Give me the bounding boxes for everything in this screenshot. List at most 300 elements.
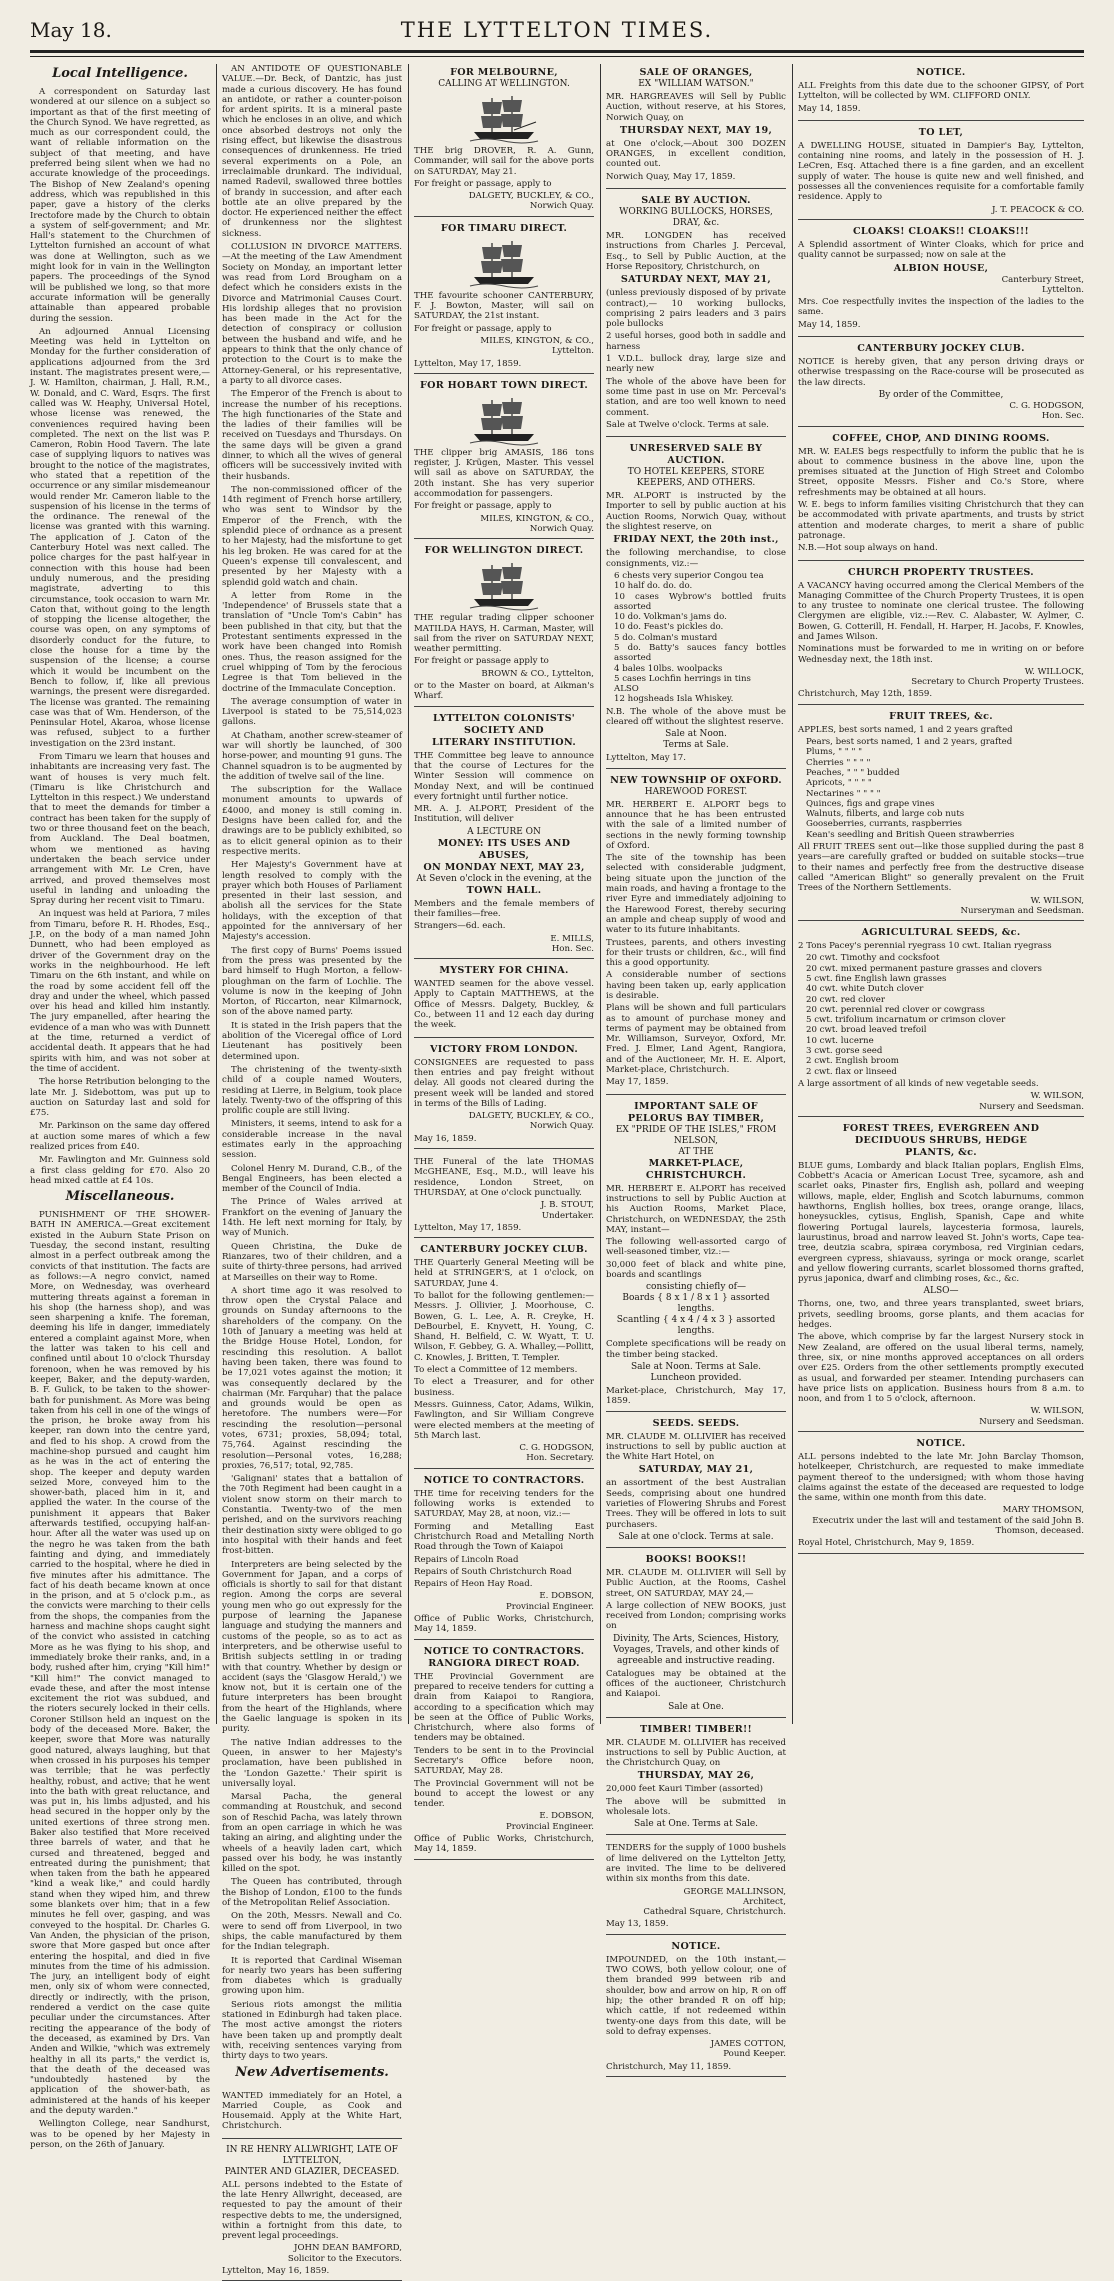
ad-body: 1 V.D.L. bullock dray, large size and nearly new [606,354,786,375]
ad-thomson-estate [798,1435,1084,1554]
ad-body: MR. HERBERT E. ALPORT has received instructions to sell by Public Auction at his Auction Rooms, Market Place, Christchurch, on WEDNESDAY, the 25th MAY, instant— [606,1183,786,1235]
list-item: 4 bales 10lbs. woolpacks [614,663,723,674]
ad-body: consisting chiefly of— [645,1282,747,1293]
masthead-rule [30,50,1084,53]
ad-heading: TIMBER! TIMBER!! [639,1723,753,1735]
news-paragraph: PUNISHMENT OF THE SHOWER-BATH IN AMERICA.—Great excitement existed in the Auburn State Prison on Tuesday, the second instant, resulting almost in a perfect outbreak among the convicts of that institution. The facts are as follows:—A negro convict, named More, on Wednesday, was overheard muttering threats against a foreman in his shop (the harness shop), and was seen sharpening a knife. The foreman, deeming his life in danger, immediately entered a complaint against More, when the latter was taken to his cell and confined until about 10 o'clock Thursday forenoon, when he was removed by his keeper, Baker, and the deputy-warden, B. F. Gulick, to be taken to the shower-bath for punishment. As More was being taken from his cell in one of the wings of the prison, he broke away from his keeper, ran down into the centre yard, and fled to his shop. A crowd from the machine-shop pursued and caught him as he was in the act of entering the shop. The keeper and deputy warden seized More, conveyed him to the shower-bath, placed him in it, and applied the water. In the course of the punishment it appears that Baker afterwards testified, occupying half-an-hour. After all the water was used up on the negro he was taken from the bath fainting and dying, and immediately carried to the hospital, where he died in five minutes after his admittance. The fact of his death became known at once in the prison, and at 5 o'clock p.m., as the convicts were marching to their cells from the shops, the companies from the harness and machine shops caught sight of the convict who assisted in catching More as he was flying to his shop, and immediately broke their ranks, and, in a body, rushed after him, crying "Kill him!" "Kill him!" The convict managed to evade these, and after the most intense excitement the riot was subdued, and the rioters securely locked in their cells. Coroner Stillson held an inquest on the body of the deceased More. Baker, the keeper, swore that More was naturally good natured, always laughing, but that when crossed in his purposes his temper was terrible; that he was perfectly healthy, robust, and active; that he went into the bath with great reluctance, and was put in, his limbs adjusted, and his head secured in the hopper only by the united exertions of three strong men. Baker also testified that More received three barrels of water, and that he cursed and threatened, begged and entreated during the punishment; that when taken from the bath he appeared "kind a weak like," and could hardly stand when they wiped him, and threw some blankets over him; that in a few minutes he fell over, gasping, and was conveyed to the hospital. Dr. Charles G. Van Anden, the physician of the prison, swore that More gasped but once after entering the hospital, and died in five minutes from the time of his admission. The jury, an intelligent body of eight men, only six of whom were connected, directly or indirectly, with the prison, rendered a verdict on the case quite peculiar under the circumstances. After reciting the appearance of the body of the deceased, as examined by Drs. Van Anden and Wilkie, "which was extremely healthy in all its parts," the verdict is, that the death of the deceased was "undoubtedly hastened by the application of the shower-bath, as administered at the hands of his keeper and the deputy warden." [30,1210,210,2116]
ad-body: For freight or passage, apply to [414,501,552,512]
news-paragraph: The average consumption of water in Liverpool is stated to be 75,514,023 gallons. [222,696,402,728]
ad-body: The whole of the above have been for some time past in use on Mr. Perceval's station, and are too well known to need comment. [606,376,786,418]
ad-china [414,962,594,1037]
ad-signature-title: Undertaker. [541,1210,594,1221]
ad-date: Lyttelton, May 17, 1859. [414,358,522,369]
ad-sale-date: SATURDAY, MAY 21, [638,1464,754,1476]
column-divider [216,64,217,1724]
ad-body: 20,000 feet Kauri Timber (assorted) [606,1784,764,1795]
list-item: 3 cwt. gorse seed [806,1046,883,1057]
ad-literary-institution [414,710,594,960]
ad-signature-title: Executrix under the last will and testament of the said John B. Thomson, deceased. [812,1515,1084,1537]
list-item: Peaches, " " " budded [806,767,900,778]
ad-subheading: MARKET-PLACE, CHRISTCHURCH. [645,1157,747,1181]
ad-subheading: HAREWOOD FOREST. [644,786,748,797]
list-item: Walnuts, filberts, and large cob nuts [806,809,965,820]
list-item: Kean's seedling and British Queen strawberries [806,829,1015,840]
ad-body: NOTICE is hereby given, that any person driving drays or otherwise trespassing on the Race-course will be prosecuted as the law directs. [798,357,1084,388]
ad-subheading: PELORUS BAY TIMBER, [627,1112,765,1124]
lecture-date: ON MONDAY NEXT, MAY 23, [423,861,585,873]
ad-signature-address: Norwich Quay. [529,1121,594,1132]
list-item: 5 do. Batty's sauces fancy bottles assorted [614,642,786,664]
ad-hobart [414,377,594,539]
news-paragraphs [222,64,402,2062]
masthead [30,18,1084,46]
news-paragraph: The native Indian addresses to the Queen, in answer to her Majesty's proclamation, have been published in the 'London Gazette.' Their spirit is universally loyal. [222,1737,402,1789]
ad-heading: SALE BY AUCTION. [641,195,751,207]
ad-dining-rooms [798,430,1084,561]
ad-heading: SEEDS. SEEDS. [652,1417,740,1429]
news-paragraph: A letter from Rome in the 'Independence' of Brussels state that a translation of "Uncle Tom's Cabin" has been published in that city, but that the Protestant sentiments expressed in the work have been changed into Romish ones. Thus, the reason assigned for the cruel whipping of Tom by the ferocious Legree is that Tom believed in the doctrine of the Immaculate Conception. [222,590,402,694]
merchandise-list [606,571,786,705]
ad-signature: MILES, KINGTON, & CO., [480,513,594,524]
ad-body: Luncheon provided. [650,1372,742,1383]
ad-heading: CLOAKS! CLOAKS!! CLOAKS!!! [852,225,1030,237]
column-shipping-ads [414,64,594,1855]
ad-date: May 14, 1859. [798,103,861,114]
ad-body: MR. ALPORT is instructed by the Importer to sell by public auction at his Auction Rooms, Norwich Quay, without the slightest reserve, on [606,491,786,533]
ad-body: Divinity, The Arts, Sciences, History, Voyages, Travels, and other kinds of agreeable and instructive reading. [612,1633,780,1666]
ad-body: N.B.—Hot soup always on hand. [798,543,938,554]
ad-body: THE regular trading clipper schooner MATILDA HAYS, H. Carman, Master, will sail from the river on SATURDAY NEXT, weather permitting. [414,613,594,655]
ad-body: at One o'clock,—About 300 DOZEN ORANGES, in excellent condition, counted out. [606,138,786,170]
ad-sale-date: THURSDAY NEXT, MAY 19, [619,124,773,136]
ad-signature: JAMES COTTON, [710,2039,786,2050]
ad-signature: W. WILSON, [1030,1091,1084,1102]
sailing-ship-icon [468,559,540,611]
ad-heading: FOR HOBART TOWN DIRECT. [420,379,588,391]
ad-signature-address: or to the Master on board, at Aikman's Wharf. [414,681,594,702]
ad-body: WANTED immediately for an Hotel, a Married Couple, as Cook and Housemaid. Apply at the White Hart, Christchurch. [222,2090,402,2132]
list-item: 2 cwt. flax or linseed [806,1066,897,1077]
ad-victory [414,1041,594,1149]
ad-lime-tenders [606,1838,786,1934]
ad-body: Repairs of Lincoln Road [414,1554,519,1565]
ad-signature: W. WILLOCK, [1024,666,1084,677]
ad-funeral [414,1152,594,1238]
news-paragraph: The first copy of Burns' Poems issued from the press was presented by the bard himself to Hugh Morton, a fellow-ploughman on the farm of Lochlie. The volume is now in the keeping of John Morton, of Riccarton, near Kilmarnock, son of the above named party. [222,945,402,1018]
list-item: 20 cwt. red clover [806,994,885,1005]
ad-signature-title: Provincial Engineer. [505,1601,594,1612]
ad-date: May 16, 1859. [414,1133,477,1144]
ad-heading: SALE OF ORANGES, [639,67,753,78]
ad-date: Lyttelton, May 16, 1859. [222,2266,330,2277]
news-paragraph: From Timaru we learn that houses and inhabitants are increasing very fast. The want of houses is very much felt. (Timaru is like Christchurch and Lyttelton in this respect.) We understand that to meet the demands for timber a contract has been taken for the supply of two or three thousand feet on the beach, from Auckland. The Deal boatmen, whom we mentioned as having undertaken the beach service under arrangement with Mr. Le Cren, have arrived, and proved themselves most useful in landing and unloading the Spray during her recent visit to Timaru. [30,752,210,907]
ad-body: Terms at Sale. [663,740,729,751]
ad-body: CONSIGNEES are requested to pass then entries and pay freight without delay. All goods not cleared during the present week will be landed and stored in terms of the Bills of Lading. [414,1057,594,1109]
list-item: 5 cwt. fine English lawn grasses [806,974,947,984]
ad-body: Sale at Noon. [665,729,727,740]
ad-jockey-club-notice [798,340,1084,426]
ad-signature: DALGETY, BUCKLEY, & CO., [468,1111,594,1122]
ad-body: W. E. begs to inform families visiting Christchurch that they can be accommodated with private apartments, and trusts by strict attention and moderate charges, to merit a share of public patronage. [798,500,1084,541]
ad-heading: LYTTELTON COLONISTS' SOCIETY AND [432,712,576,736]
ad-body: Trustees, parents, and others investing for their trusts or children, &c., will find this a good opportunity. [606,937,786,969]
ad-heading: VICTORY FROM LONDON. [429,1043,579,1055]
ad-body: MR. HARGREAVES will Sell by Public Auction, without reserve, at his Stores, Norwich Quay, on [606,92,786,123]
news-paragraph: The non-commissioned officer of the 14th regiment of French horse artillery, who was sent to Windsor by the Emperor of the French, with the splendid piece of ordnance as a present to her Majesty, had the misfortune to get his leg broken. He was cared for at the Queen's expense till convalescent, and presented by her Majesty with a splendid gold watch and chain. [222,484,402,588]
ad-heading: NOTICE. [916,1437,966,1449]
issue-date: May 18. [30,18,112,42]
ad-body: The following well-assorted cargo of well-seasoned timber, viz.:— [606,1237,786,1258]
ad-subheading: EX "PRIDE OF THE ISLES," FROM NELSON, [615,1124,777,1146]
ad-kauri-timber [606,1721,786,1836]
ad-date: May 14, 1859. [798,319,861,330]
ad-body: At Seven o'clock in the evening, at the [416,873,592,884]
ad-signature: MARY THOMSON, [1002,1505,1084,1516]
ad-body: MR. CLAUDE M. OLLIVIER has received instructions to sell by Public Auction, at the Christchurch Quay, on [606,1737,786,1769]
ad-heading: CANTERBURY JOCKEY CLUB. [420,1244,588,1256]
ad-body: N.B. The whole of the above must be cleared off without the slightest reserve. [606,706,786,728]
fruit-tree-list [798,737,1084,840]
list-item: 12 hogsheads Isla Whiskey. [614,694,734,705]
list-item: 20 cwt. mixed permanent pasture grasses and clovers [806,963,1042,974]
column-news-items [222,64,402,2277]
ad-body: ALSO— [923,1286,959,1297]
ad-body: WANTED seamen for the above vessel. Apply to Captain MATTHEWS, at the Office of Messrs. Dalgety, Buckley, & Co., between 11 and 12 each day during the week. [414,979,594,1031]
ad-store-name: ALBION HOUSE, [893,262,989,274]
column-auction-ads [606,64,786,2072]
ad-body: an assortment of the best Australian Seeds, comprising about one hundred varieties of Flowering Shrubs and Forest Trees. They will be offered in lots to suit purchasers. [606,1478,786,1530]
list-item: 5 cwt. trifolium incarnatum or crimson clover [806,1015,1006,1026]
ad-timaru [414,220,594,374]
ad-signature-title: Provincial Engineer. [505,1821,594,1832]
news-paragraph: It is reported that Cardinal Wiseman for nearly two years has been suffering from diabetes which is gradually growing upon him. [222,1955,402,1997]
ad-body: Complete specifications will be ready on the timber being stacked. [606,1339,786,1360]
ad-body: 2 Tons Pacey's perennial ryegrass 10 cwt. Italian ryegrass [798,941,1052,952]
ad-subheading: DECIDUOUS SHRUBS, HEDGE [854,1134,1028,1146]
ad-body: The above, which comprise by far the largest Nursery stock in New Zealand, are offered on the usual liberal terms, namely, three, six, or nine months approved acceptances on all orders over £25. Orders from the other settlements promptly executed as usual, and forwarded per steamer. Intending purchasers can have price lists on application. Business hours from 8 a.m. to noon, and from 1 to 5 o'clock, afternoon. [798,1332,1084,1405]
ad-body: Forming and Metalling East Christchurch Road and Metalling North Road through the Town of Kaiapoi [414,1521,594,1553]
ad-signature-title: Nursery and Seedsman. [979,1416,1084,1427]
ad-subheading: CALLING AT WELLINGTON. [438,79,570,89]
ad-body: 30,000 feet of black and white pine, boards and scantlings [606,1259,786,1281]
ad-gipsy-notice [798,64,1084,121]
ad-bullocks [606,192,786,437]
ad-date: Office of Public Works, Christchurch, May 14, 1859. [414,1614,594,1635]
ad-body: Repairs of Heon Hay Road. [414,1579,533,1590]
ad-body: THE Quarterly General Meeting will be held at STRINGER'S, at 1 o'clock, on SATURDAY, June 4. [414,1258,594,1289]
ad-date: Lyttelton, May 17. [606,753,686,764]
newspaper-title: THE LYTTELTON TIMES. [400,18,714,42]
ad-body: For freight or passage apply to [414,656,549,667]
ad-heading: TO LET, [918,126,964,138]
ad-body: ALL persons indebted to the Estate of the late Henry Allwright, deceased, are requested to pay the amount of their respective debts to me, the undersigned, within a fortnight from this date, to prevent legal proceedings. [222,2179,402,2242]
list-item: 20 cwt. perennial red clover or cowgrass [806,1004,985,1015]
ad-signature: BROWN & CO., Lyttelton, [481,668,594,679]
news-paragraph: A correspondent on Saturday last wondered at our silence on a subject so important as that of the first meeting of the Church Synod. We have regretted, as much as our correspondent could, the want of reliable information on the subject of that meeting, and have preferred being silent when we had no accurate knowledge of the proceedings. The Bishop of New Zealand's opening address, which was republished in this paper, gave a history of the clerks Irectofore made by the Church to obtain a system of self-government; and Mr. Hall's statement to the Churchmen of Lyttelton furnished an account of what was done at Wellington, such as we might look for in vain in the Wellington papers. The proceedings of the Synod will be published we long, so that more accurate information will be generally attainable than appeared probable during the session. [30,87,210,324]
ad-cloaks [798,223,1084,337]
ad-signature: DALGETY, BUCKLEY, & CO., [468,191,594,202]
list-item: 10 do. Volkman's jams do. [614,612,727,623]
news-paragraph: Interpreters are being selected by the Government for Japan, and a corps of officials is shortly to sail for that distant region. Among the corps are several young men who go out expressly for the purpose of learning the Japanese language and studying the manners and customs of the people, so as to act as interpreters, and be otherwise useful to British subjects settling in or trading with that country. Whether by design or accident (says the 'Glasgow Herald,') we know not, but it is certain one of the future interpreters has been brought from the heart of the Highlands, where the Gaelic language is spoken in its purity. [222,1559,402,1735]
ad-heading: NOTICE TO CONTRACTORS. [423,1474,585,1486]
news-paragraph: Mr. Parkinson on the same day offered at auction some mares of which a few realized prices from £40. [30,1121,210,1152]
ad-signature: W. WILSON, [1030,1406,1084,1417]
news-paragraph: The Queen has contributed, through the Bishop of London, £100 to the funds of the Metropolitan Relief Association. [222,1877,402,1909]
ad-heading: COFFEE, CHOP, AND DINING ROOMS. [832,432,1050,444]
list-item: Apricots, " " " " [806,778,872,789]
ad-heading: FOR WELLINGTON DIRECT. [424,545,584,557]
list-item: 6 chests very superior Congou tea [614,570,764,581]
ad-melbourne [414,64,594,217]
ad-body: The above will be submitted in wholesale lots. [606,1796,786,1818]
ad-body: Sale at Noon. Terms at Sale. [630,1361,762,1372]
ad-sale-date: THURSDAY, MAY 26, [637,1770,755,1782]
ad-heading: FOREST TREES, EVERGREEN AND [842,1122,1040,1134]
ad-body: THE time for receiving tenders for the following works is extended to SATURDAY, May 28, at noon, viz.:— [414,1488,594,1520]
ad-signature: J. T. PEACOCK & CO. [991,204,1084,215]
ad-signature: JOHN DEAN BAMFORD, [294,2243,402,2254]
ad-body: Strangers—6d. each. [414,921,506,932]
list-item: 10 cases Wybrow's bottled fruits assorted [614,591,786,612]
ad-signature: E. DOBSON, [539,1591,594,1602]
list-item: 20 cwt. broad leaved trefoil [806,1025,927,1036]
ad-signature: E. DOBSON, [539,1811,594,1822]
ad-subheading: PLANTS, &c. [905,1146,977,1158]
ad-oxford-township [606,772,786,1095]
ad-body: ALL Freights from this date due to the schooner GIPSY, of Port Lyttelton, will be collected by WM. CLIFFORD ONLY. [798,81,1084,102]
ad-signature: J. B. STOUT, [540,1200,594,1211]
sailing-ship-icon [468,394,540,446]
ad-body: MR. LONGDEN has received instructions from Charles J. Perceval, Esq., to Sell by Public Auction, at the Horse Repository, Christchurch, on [606,231,786,272]
seed-list [798,953,1084,1077]
list-item: 10 half do. do. do. [614,581,693,592]
ad-body: TENDERS for the supply of 1000 bushels of lime delivered on the Lyttelton Jetty, are invited. The lime to be delivered within six months from this date. [606,1843,786,1885]
ad-body: By order of the Committee, [878,389,1004,400]
ad-body: The site of the township has been selected with considerable judgment, being situate upon the junction of the main roads, and having a frontage to the river Eyre and immediately adjoining to the Harewood Forest, thereby securing an ample and cheap supply of wood and water to its future inhabitants. [606,853,786,936]
ad-signature-title: Nursery and Seedsman. [979,1101,1084,1112]
ad-date: May 13, 1859. [606,1919,669,1930]
ad-wellington [414,542,594,706]
ad-heading: MYSTERY FOR CHINA. [439,965,569,977]
ad-heading: IMPORTANT SALE OF [634,1100,758,1112]
ad-heading: NOTICE. [916,67,966,78]
ad-body: For freight or passage, apply to [414,178,552,189]
ad-date: Office of Public Works, Christchurch, May 14, 1859. [414,1834,594,1855]
ad-signature: MILES, KINGTON, & CO., [480,335,594,346]
ad-oranges [606,64,786,189]
ad-body: All FRUIT TREES sent out—like those supplied during the past 8 years—are carefully grafted or budded on suitable stocks—true to their names and perfectly free from the destructive disease called "American Blight" so generally prevalent on the Fruit Trees of the Northern Settlements. [798,842,1084,894]
news-paragraph: Queen Christina, the Duke de Rianzares, two of their children, and a suite of thirty-three persons, had arrived at Marseilles on their way to Rome. [222,1241,402,1283]
ad-seeds [606,1415,786,1548]
news-paragraph: Her Majesty's Government have at length resolved to comply with the prayer which both Houses of Parliament presented in their last session, and abolish all the services for the State holidays, with the exception of that appointed for the anniversary of her Majesty's accession. [222,860,402,943]
ad-body: Tenders to be sent in to the Provincial Secretary's Office before noon, SATURDAY, May 28. [414,1745,594,1777]
ad-heading: IN RE HENRY ALLWRIGHT, LATE OF LYTTELTON, [226,2144,398,2166]
news-paragraph: The christening of the twenty-sixth child of a couple named Wouters, residing at Lierre, in Belgium, took place lately. Twenty-two of the offspring of this prolific couple are still living. [222,1064,402,1117]
section-heading-new-advertisements: New Advertisements. [235,2064,389,2080]
list-item: Pears, best sorts named, 1 and 2 years, grafted [806,737,1013,748]
ad-body: Catalogues may be obtained at the offices of the auctioneer, Christchurch and Kaiapoi. [606,1668,786,1700]
ad-pelorus-timber [606,1098,786,1412]
ad-contractors [414,1472,594,1640]
ad-body: BLUE gums, Lombardy and black Italian poplars, English Elms, Cobbett's Acacia or American Locust Tree, sycamore, ash and scarlet oaks, Pinaster firs, English ash, pollard and weeping willows, maple, elder, English and Scotch laburnums, common hawthorns, English hollies, box trees, orange orange, lilacs, honeysuckles, cytisus, English, Spanish, Cape and white flowering Portugal laurels, laycesteria formosa, laurels, laurustinus, broad and narrow leaved St. John's worts, Cape tea-tree, deutzia scabra, spiræa corymbosa, red Virginian cedars, evergreen cypress, shiavauss, syringa or mock orange, scarlet and yellow flowering currants, scarlet blossomed thorns grafted, pyrus japonica, dwarf and climbing roses, &c., &c. [798,1160,1084,1285]
ad-fruit-trees [798,708,1084,921]
ad-date: Royal Hotel, Christchurch, May 9, 1859. [798,1538,975,1549]
list-item: 40 cwt. white Dutch clover [806,984,924,995]
column-divider [408,64,409,1724]
ad-signature-address: Norwich Quay. [529,201,594,212]
ad-body: MR. HERBERT E. ALPORT begs to announce that he has been entrusted with the sale of a limited number of sections in the newly forming township of Oxford. [606,799,786,851]
ad-body: APPLES, best sorts named, 1 and 2 years grafted [798,724,1013,735]
ad-church-trustees [798,564,1084,705]
lecture-venue: TOWN HALL. [466,884,542,896]
ad-heading: FRUIT TREES, &c. [889,710,993,722]
ad-sale-date: SATURDAY NEXT, MAY 21, [620,274,772,286]
ad-signature-title: Solicitor to the Executors. [287,2253,402,2264]
sailing-ship-icon [468,92,540,144]
ad-body: THE Committee beg leave to announce that the course of Lectures for the Winter Session will commence on Monday Next, and will be continued every fortnight until further notice. [414,750,594,802]
ad-body: Plans will be shown and full particulars as to amount of purchase money and terms of payment may be obtained from Mr. Williamson, Surveyor, Oxford, Mr. Fred. J. Elmer, Land Agent, Rangiora, and of the Auctioneer, Mr. H. E. Alport, Market-place, Christchurch. [606,1003,786,1076]
sailing-ship-icon [468,237,540,289]
ad-body: THE brig DROVER, R. A. Gunn, Commander, will sail for the above ports on SATURDAY, May 21. [414,146,594,177]
ad-subheading: RANGIORA DIRECT ROAD. [428,1657,580,1669]
section-heading-local: Local Intelligence. [52,66,188,81]
ad-body: Repairs of South Christchurch Road [414,1566,572,1577]
ad-date: Christchurch, May 11, 1859. [606,2061,732,2072]
news-paragraph: 'Galignani' states that a battalion of the 70th Regiment had been caught in a violent snow storm on their march to Constantia. Twenty-two of the men perished, and on the survivors reaching their destination sixty were obliged to go into hospital with their hands and feet frost-bitten. [222,1474,402,1557]
ad-sale-date: FRIDAY NEXT, the 20th inst., [613,534,779,546]
ad-body: (unless previously disposed of by private contract),— 10 working bullocks, comprising 2 pairs leaders and 3 pairs pole bullocks [606,288,786,330]
list-item: Plums, " " " " [806,747,863,758]
list-item: Gooseberries, currants, raspberries [806,819,962,830]
list-item: 5 cases Lochfin herrings in tins [614,673,751,684]
ad-contractors-rangiora [414,1643,594,1860]
ad-date: Norwich Quay, May 17, 1859. [606,171,736,182]
ad-signature: C. G. HODGSON, [1009,400,1084,411]
ad-signature: C. G. HODGSON, [519,1443,594,1454]
timber-boards: Boards { 8 x 1 / 8 x 1 } assorted lengths. [622,1293,770,1315]
ad-body: MR. CLAUDE M. OLLIVIER will Sell by Public Auction, at the Rooms, Cashel street, ON SATURDAY, MAY 24,— [606,1567,786,1599]
ad-body: Messrs. Guinness, Cator, Adams, Wilkin, Fawlington, and Sir William Congreve were elected members at the meeting of 5th March last. [414,1399,594,1441]
news-paragraph: An adjourned Annual Licensing Meeting was held in Lyttelton on Monday for the further consideration of applications adjourned from the 3rd instant. The magistrates present were,—J. W. Hamilton, chairman, J. Hall, R.M., W. Donald, and C. Ward, Esqrs. The first called was W. Heaphy, Universal Hotel, whose license was renewed, the conveniences required having been completed. The next on the list was P. Cameron, Robin Hood Tavern. The late case of supplying liquors to natives was brought to the notice of the magistrates, who stated that a repetition of the occurrence or any similar misdemeanour would render Mr. Cameron liable to the suspension of his license in the terms of the ordinance. The renewal of the license was granted with this warning. The application of J. Caton of the Canterbury Hotel was next called. The police charges for the past half-year in connection with this house had been unduly numerous, and the presiding magistrate, adverting to this circumstance, took occasion to warn Mr. Caton that, without going to the length of stopping the license altogether, the course was open, on any symptoms of disorderly conduct for the future, to close the house for a time by the suspension of the license; a course which it would be incumbent on the Bench to follow, if, like all previous warnings, the present were disregarded. The license was granted. The remaining case was that of Wm. Henderson, of the Peninsular Hotel, Akaroa, whose license was refused, subject to a further investigation on the 23rd instant. [30,326,210,749]
ad-body: MR. CLAUDE M. OLLIVIER has received instructions to sell by public auction at the White Hart Hotel, on [606,1431,786,1463]
ad-body: MR. W. EALES begs respectfully to inform the public that he is about to commence business in the above line, upon the premises situated at the Junction of High Street and Colombo Street, opposite Messrs. Fisher and Co.'s Store, where refreshments may be obtained at all hours. [798,446,1084,498]
ad-heading: CANTERBURY JOCKEY CLUB. [857,343,1025,355]
ad-signature-address: Lyttelton. [1041,284,1084,295]
ad-house-to-let [798,124,1084,220]
list-item: 10 cwt. lucerne [806,1035,874,1046]
news-paragraph: It is stated in the Irish papers that the abolition of the Viceregal office of Lord Lieutenant has positively been determined upon. [222,1020,402,1062]
ad-subheading: WORKING BULLOCKS, HORSES, DRAY, &c. [619,207,773,229]
ad-signature: W. WILSON, [1030,895,1084,906]
ad-body: A large collection of NEW BOOKS, just received from London; comprising works on [606,1600,786,1632]
ad-date: Market-place, Christchurch, May 17, 1859. [606,1385,786,1407]
news-paragraph: The horse Retribution belonging to the late Mr. J. Sidebottom, was put up to auction on Saturday last and sold for £75. [30,1077,210,1119]
column-local-intelligence [30,64,210,2150]
lecture-subject: MONEY: ITS USES AND ABUSES, [437,837,571,861]
news-paragraph: Wellington College, near Sandhurst, was to be opened by her Majesty in person, on the 26th of January. [30,2119,210,2150]
ad-body: Sale at Twelve o'clock. Terms at sale. [606,419,769,430]
column-notices [798,64,1084,1724]
list-item: 10 do. Feast's pickles do. [614,622,724,633]
ad-body: For freight or passage, apply to [414,323,552,334]
ad-signature-title: Pound Keeper. [723,2049,786,2060]
ad-body: The Provincial Government will not be bound to accept the lowest or any tender. [414,1778,594,1810]
ad-body: Thorns, one, two, and three years transplanted, sweet briars, privets, seedling brooms, gorse plants, and them acacias for hedges. [798,1299,1084,1331]
ad-heading: NOTICE TO CONTRACTORS. [423,1645,585,1657]
list-item: 5 do. Colman's mustard [614,632,718,643]
ad-signature-address: Lyttelton. [551,346,594,357]
ad-body: A large assortment of all kinds of new vegetable seeds. [798,1078,1039,1089]
list-item: Cherries " " " " [806,757,871,768]
news-paragraph: On the 20th, Messrs. Newall and Co. were to send off from Liverpool, in two ships, the cable manufactured by them for the Indian telegraph. [222,1911,402,1953]
masthead-rule-thin [30,56,1084,57]
ad-subheading: LITERARY INSTITUTION. [431,736,577,748]
ad-signature-title: Hon. Sec. [551,943,594,954]
news-paragraph: At Chatham, another screw-steamer of war will shortly be launched, of 300 horse-power, and mounting 91 guns. The Channel squadron is to be augmented by the addition of twelve sail of the line. [222,730,402,782]
ad-body: MR. A. J. ALPORT, President of the Institution, will deliver [414,804,594,825]
ad-wanted-couple [222,2086,402,2139]
ad-body: To elect a Treasurer, and for other business. [414,1377,594,1398]
list-item: ALSO [614,684,639,695]
ad-books [606,1551,786,1718]
ad-subheading: PAINTER AND GLAZIER, DECEASED. [224,2166,400,2177]
ad-body: THE clipper brig AMASIS, 186 tons register, J. Krügen, Master. This vessel will sail as above on SATURDAY, the 20th instant. She has very superior accommodation for passengers. [414,447,594,500]
lecture-title: A LECTURE ON [467,826,541,837]
ad-signature-address: Norwich Quay. [529,523,594,534]
list-item: Quinces, figs and grape vines [806,798,935,809]
ad-signature-title: Architect, [743,1896,786,1907]
ad-subheading: EX "WILLIAM WATSON." [638,79,754,89]
ad-body: A considerable number of sections having been taken up, early application is desirable. [606,970,786,1001]
news-paragraph: Marsal Pacha, the general commanding at Roustchuk, and second son of Reschid Pacha, was lately thrown from an open carriage in which he was taking an airing, and alighting under the wheels of a heavily laden cart, which passed over his body, he was instantly killed on the spot. [222,1792,402,1875]
ad-allwright-estate [222,2142,402,2281]
ad-heading: BOOKS! BOOKS!! [645,1553,747,1565]
news-paragraph: AN ANTIDOTE OF QUESTIONABLE VALUE.—Dr. Beck, of Dantzic, has just made a curious discovery. He has found an antidote, or rather a counter-poison for ardent spirits. It is a mineral paste which he encloses in an olive, and which once absorbed destroys not only the rising effect, but likewise the disastrous consequences of drunkenness. He tried several experiments on a Pole, an irreclaimable drunkard. The individual, named Radevil, swallowed three bottles of brandy in succession, and after each bottle ate an olive prepared by the doctor. He experienced neither the effect of drunkenness nor the slightest sickness. [222,64,402,239]
miscellaneous-paragraphs [30,1210,210,2150]
ad-subheading: AT THE [678,1146,714,1157]
ad-heading: FOR MELBOURNE, [450,67,558,78]
news-paragraph: COLLUSION IN DIVORCE MATTERS.—At the meeting of the Law Amendment Society on Monday, an important letter was read from Lord Brougham on a defect which he considers exists in the Divorce and Matrimonial Causes Court. His lordship alleges that no provision has been made in the Act for the detection of conspiracy or collusion between the husband and wife, and he appears to think that the only chance of protection to the Court is to make the Attorney-General, or his representative, a party to all divorce cases. [222,242,402,386]
ad-heading: FOR TIMARU DIRECT. [440,222,568,234]
ad-body: A DWELLING HOUSE, situated in Dampier's Bay, Lyttelton, containing nine rooms, and lately in the possession of H. J. LeCren, Esq. Attached there is a fine garden, and an excellent supply of water. The house is quite new and well finished, and possesses all the conveniences requisite for a comfortable family residence. Apply to [798,140,1084,203]
news-paragraph: The Prince of Wales arrived at Frankfort on the evening of January the 14th. He left next morning for Italy, by way of Munich. [222,1197,402,1239]
ad-heading: CHURCH PROPERTY TRUSTEES. [848,566,1034,578]
list-item: 20 cwt. Timothy and cocksfoot [806,953,940,964]
news-paragraph: The Emperor of the French is about to increase the number of his receptions. The high functionaries of the State and the ladies of their families will be received on Tuesdays and Thursdays. On the same days will be given a grand dinner, to which all the wives of general officers will be successively invited with their husbands. [222,389,402,482]
ad-body: 2 useful horses, good both in saddle and harness [606,331,786,352]
news-paragraph: Mr. Fawlington and Mr. Guinness sold a first class gelding for £70. Also 20 head mixed cattle at £4 10s. [30,1155,210,1186]
ad-body: Sale at one o'clock. Terms at sale. [618,1531,774,1542]
ad-signature-title: Nurseryman and Seedsman. [960,905,1084,916]
news-paragraph: Ministers, it seems, intend to ask for a considerable increase in the naval estimates early in the approaching session. [222,1119,402,1161]
ad-heading: AGRICULTURAL SEEDS, &c. [861,927,1021,939]
ad-forest-trees [798,1120,1084,1432]
ad-body: THE Funeral of the late THOMAS McGHEANE, Esq., M.D., will leave his residence, London Street, on THURSDAY, at One o'clock punctually. [414,1157,594,1198]
ad-agricultural-seeds [798,924,1084,1117]
ad-date: Christchurch, May 12th, 1859. [798,689,933,700]
ad-body: Members and the female members of their families—free. [414,898,594,919]
news-paragraph: A short time ago it was resolved to throw open the Crystal Palace and grounds on Sunday afternoons to the shareholders of the company. On the 10th of January a meeting was held at the Bridge House Hotel, London, for rescinding this resolution. A ballot having been taken, there was found to be 17,021 votes against the motion; it was consequently declared by the chairman (Mr. Farquhar) that the palace and grounds would be open as heretofore. The numbers were—For rescinding the resolution—personal votes, 6731; proxies, 58,094; total, 75,764. Against rescinding the resolution—Personal votes, 16,288; proxies, 76,517; total, 92,785. [222,1285,402,1471]
timber-scantling: Scantling { 4 x 4 / 4 x 3 } assorted lengths. [616,1315,776,1337]
ad-jockey-club-meeting [414,1241,594,1469]
ad-subheading: TO HOTEL KEEPERS, STORE KEEPERS, AND OTHERS. [627,467,765,489]
ad-heading: NEW TOWNSHIP OF OXFORD. [610,774,782,786]
news-paragraph: Colonel Henry M. Durand, C.B., of the Bengal Engineers, has been elected a member of the Council of India. [222,1163,402,1195]
news-paragraph: An inquest was held at Pariora, 7 miles from Timaru, before R. H. Rhodes, Esq., J.P., on the body of a man named John Dunnett, who had been employed as driver of the Government dray on the works in the neighbourhood. He left Timaru on the 6th instant, and while on the road by some accident fell off the dray and under the wheel, which passed over his head and killed him instantly. The jury empanelled, after hearing the evidence of a man who was with Dunnett at the time, returned a verdict of accidental death. It appears that he had spirits with him, and was not sober at the time of accident. [30,909,210,1074]
ad-signature-title: Hon. Secretary. [526,1453,594,1464]
ad-body: A Splendid assortment of Winter Cloaks, which for price and quality cannot be surpassed; now on sale at the [798,239,1084,261]
list-item: Nectarines " " " " [806,788,881,799]
